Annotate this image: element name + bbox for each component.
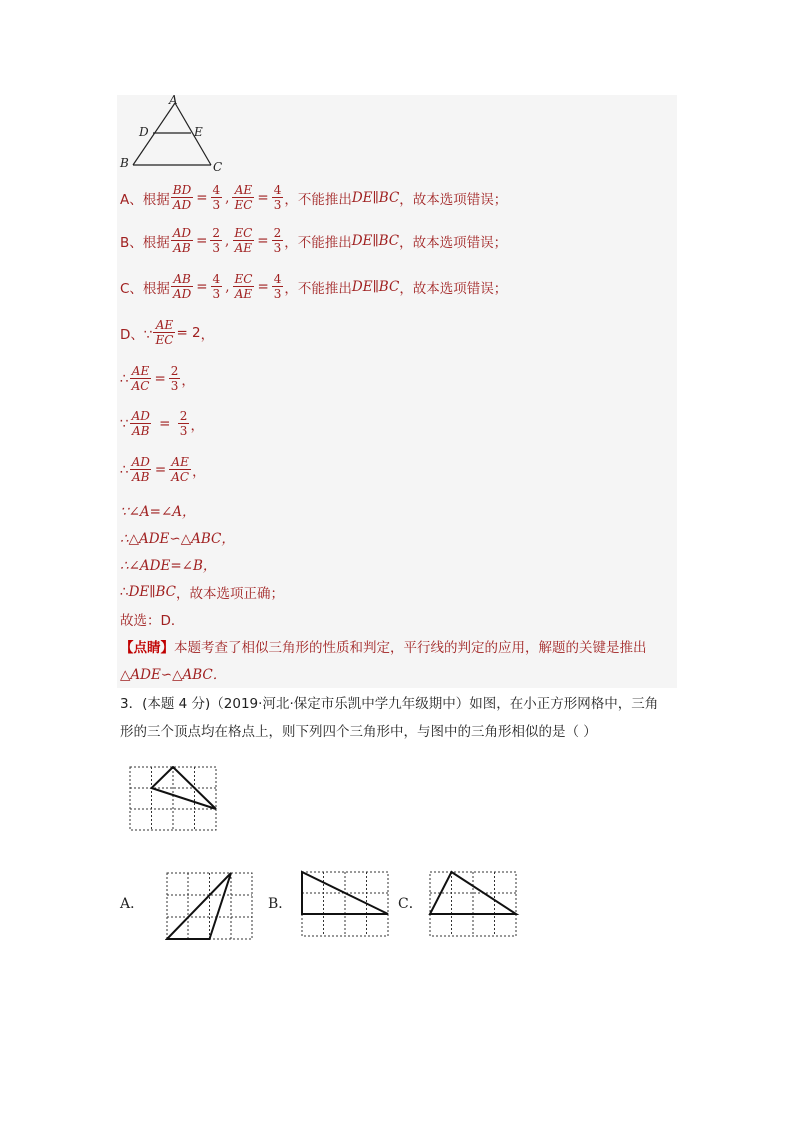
- option-a-line: A、根据 $\frac{BD}{AD}$ = $\frac{4}{3}$ , $\frac{AE}{EC}$ = $\frac{4}{3}$ ，不能推出 DE∥BC ，故本选项错误；: [120, 183, 508, 212]
- choice-a-figure[interactable]: [165, 870, 257, 942]
- choice-c-figure[interactable]: [428, 870, 520, 940]
- label-a: A: [169, 95, 178, 107]
- question3-line2: 形的三个顶点均在格点上，则下列四个三角形中，与图中的三角形相似的是（ ）: [120, 724, 597, 740]
- comment-text: 本题考查了相似三角形的性质和判定，平行线的判定的应用，解题的关键是推出: [174, 640, 647, 656]
- option-d-line-1: D、∵ $\frac{AE}{EC}$ = 2 ，: [120, 318, 215, 347]
- comment-line: [120, 636, 647, 656]
- choice-b-figure[interactable]: [300, 870, 392, 940]
- label-b: B: [120, 156, 129, 170]
- option-d-line-6: ∴△ADE∽△ABC，: [120, 531, 235, 547]
- comment-tag: 【点睛】: [120, 640, 174, 656]
- option-d-line-4: ∴ $\frac{AD}{AB}$ = $\frac{AE}{AC}$ ，: [120, 455, 206, 484]
- triangle-figure: [117, 95, 227, 175]
- option-d-line-3: ∵ $\frac{AD}{AB}$ = $\frac{2}{3}$ ，: [120, 409, 204, 438]
- comment-line-2: △ADE∽△ABC．: [120, 667, 227, 683]
- option-b-line: B、根据 $\frac{AD}{AB}$ = $\frac{2}{3}$ , $\frac{EC}{AE}$ = $\frac{2}{3}$ ，不能推出 DE∥BC ，故本选项错误；: [120, 226, 508, 255]
- label-c: C: [213, 160, 223, 174]
- label-d: D: [139, 125, 149, 139]
- question3-line1: 3．(本题 4 分)（2019·河北·保定市乐凯中学九年级期中）如图，在小正方形网格中，三角: [120, 696, 659, 712]
- answer-line: 故选：D．: [120, 613, 185, 629]
- choice-a-label[interactable]: A．: [120, 896, 145, 912]
- option-d-line-2: ∴ $\frac{AE}{AC}$ = $\frac{2}{3}$ ，: [120, 364, 195, 393]
- choice-b-label[interactable]: B．: [268, 896, 293, 912]
- option-c-line: C、根据 $\frac{AB}{AD}$ = $\frac{4}{3}$ , $\frac{EC}{AE}$ = $\frac{4}{3}$ ，不能推出 DE∥BC ，故本选项错误；: [120, 272, 508, 301]
- choice-c-label[interactable]: C．: [398, 896, 423, 912]
- reference-grid-figure: [129, 766, 221, 832]
- label-e: E: [194, 125, 203, 139]
- option-d-line-8: ∴ DE∥BC ，故本选项正确；: [120, 584, 285, 602]
- option-d-line-7: ∴∠ADE=∠B，: [120, 558, 217, 574]
- option-d-line-5: ∵∠A=∠A，: [120, 504, 196, 520]
